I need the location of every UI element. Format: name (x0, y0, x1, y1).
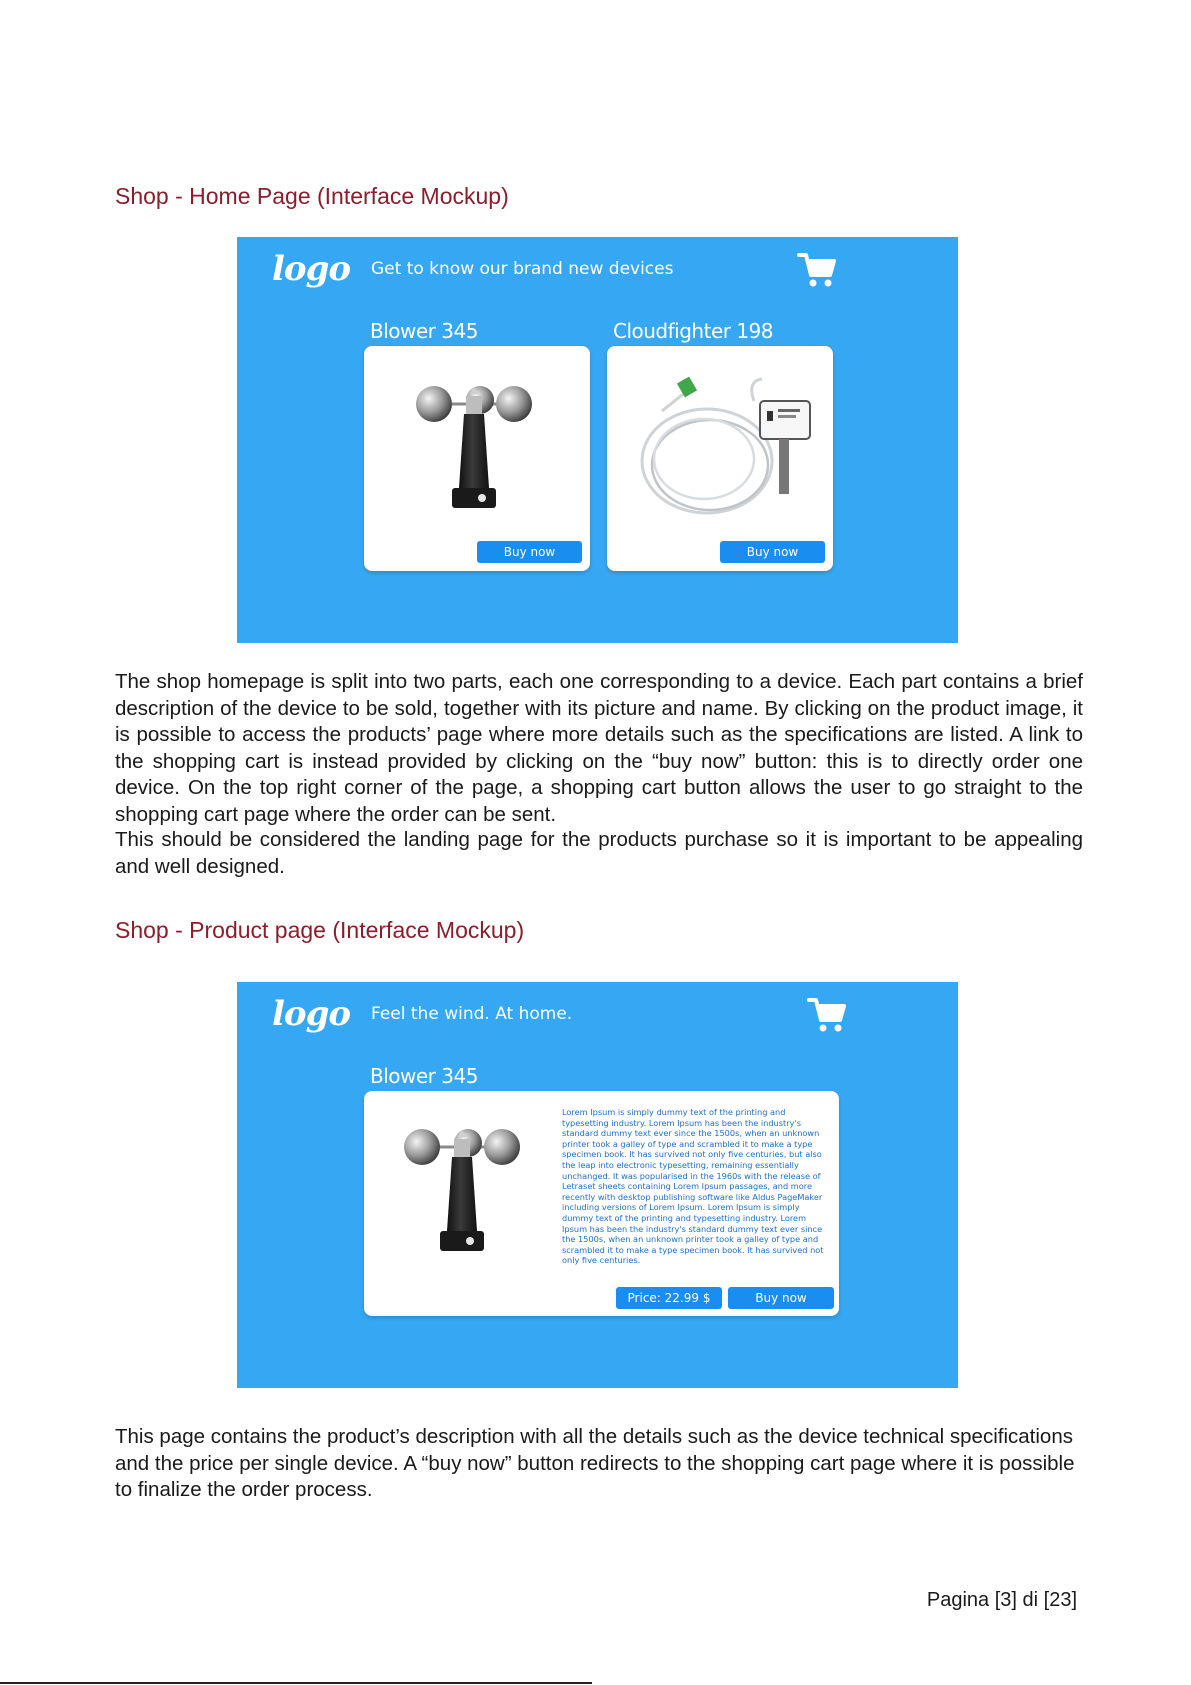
logo[interactable]: logo (272, 249, 351, 289)
shopping-cart-icon[interactable] (797, 251, 837, 289)
product-name-blower: Blower 345 (370, 1064, 478, 1088)
product-card-blower[interactable] (364, 346, 590, 571)
product-detail-card (364, 1091, 839, 1316)
product-card-cloudfighter[interactable] (607, 346, 833, 571)
product-name-cloudfighter: Cloudfighter 198 (613, 319, 773, 343)
product-page-mockup (237, 982, 958, 1388)
price-button[interactable]: Price: 22.99 $ (616, 1287, 722, 1309)
product-name-blower: Blower 345 (370, 319, 478, 343)
footer-rule (0, 1682, 592, 1684)
section-title-product-page: Shop - Product page (Interface Mockup) (115, 917, 525, 943)
buy-now-button[interactable]: Buy now (728, 1287, 834, 1309)
buy-now-button-cloudfighter[interactable]: Buy now (720, 541, 825, 563)
mockup-tagline: Get to know our brand new devices (371, 259, 674, 279)
anemometer-icon (402, 1119, 522, 1259)
paragraph-landing-note: This should be considered the landing page for the products purchase so it is important to be appealing and well designed. (115, 828, 1083, 878)
paragraph-product-description: This page contains the product’s description with all the details such as the device technical specifications and the price per single device. A “buy now” button redirects to the shopping cart page where it is possible to finalize the order process. (115, 1425, 1075, 1501)
humidity-sensor-icon[interactable] (632, 371, 812, 531)
page-number: Pagina [3] di [23] (926, 1589, 1077, 1611)
buy-now-button-blower[interactable]: Buy now (477, 541, 582, 563)
paragraph-home-description: The shop homepage is split into two parts, each one corresponding to a device. Each part contains a brief description of the device to be sold, together with its picture and name. By clicking on the product image, it is possible to access the products’ page where more details such as the specifications are listed. A link to the shopping cart is instead provided by clicking on the “buy now” button: this is to directly order one device. On the top right corner of the page, a shopping cart button allows the user to go straight to the shopping cart page where the order can be sent. (115, 670, 1083, 826)
home-page-mockup (237, 237, 958, 643)
shopping-cart-icon[interactable] (807, 996, 847, 1034)
product-description: Lorem Ipsum is simply dummy text of the printing and typesetting industry. Lorem Ipsum has been the industry's standard dummy text ever since the 1500s, when an unknown printer took a galley of type and scrambled it to make a type specimen book. It has survived not only five centuries, but also the leap into electronic typesetting, remaining essentially unchanged. It was popularised in the 1960s with the release of Letraset sheets containing Lorem Ipsum passages, and more recently with desktop publishing software like Aldus PageMaker including versions of Lorem Ipsum. Lorem Ipsum is simply dummy text of the printing and typesetting industry. Lorem Ipsum has been the industry's standard dummy text ever since the 1500s, when an unknown printer took a galley of type and scrambled it to make a type specimen book. It has survived not only five centuries. (562, 1107, 824, 1266)
logo[interactable]: logo (272, 994, 351, 1034)
anemometer-icon[interactable] (414, 376, 534, 516)
section-title-home-page: Shop - Home Page (Interface Mockup) (115, 183, 509, 209)
mockup-tagline: Feel the wind. At home. (371, 1004, 573, 1024)
